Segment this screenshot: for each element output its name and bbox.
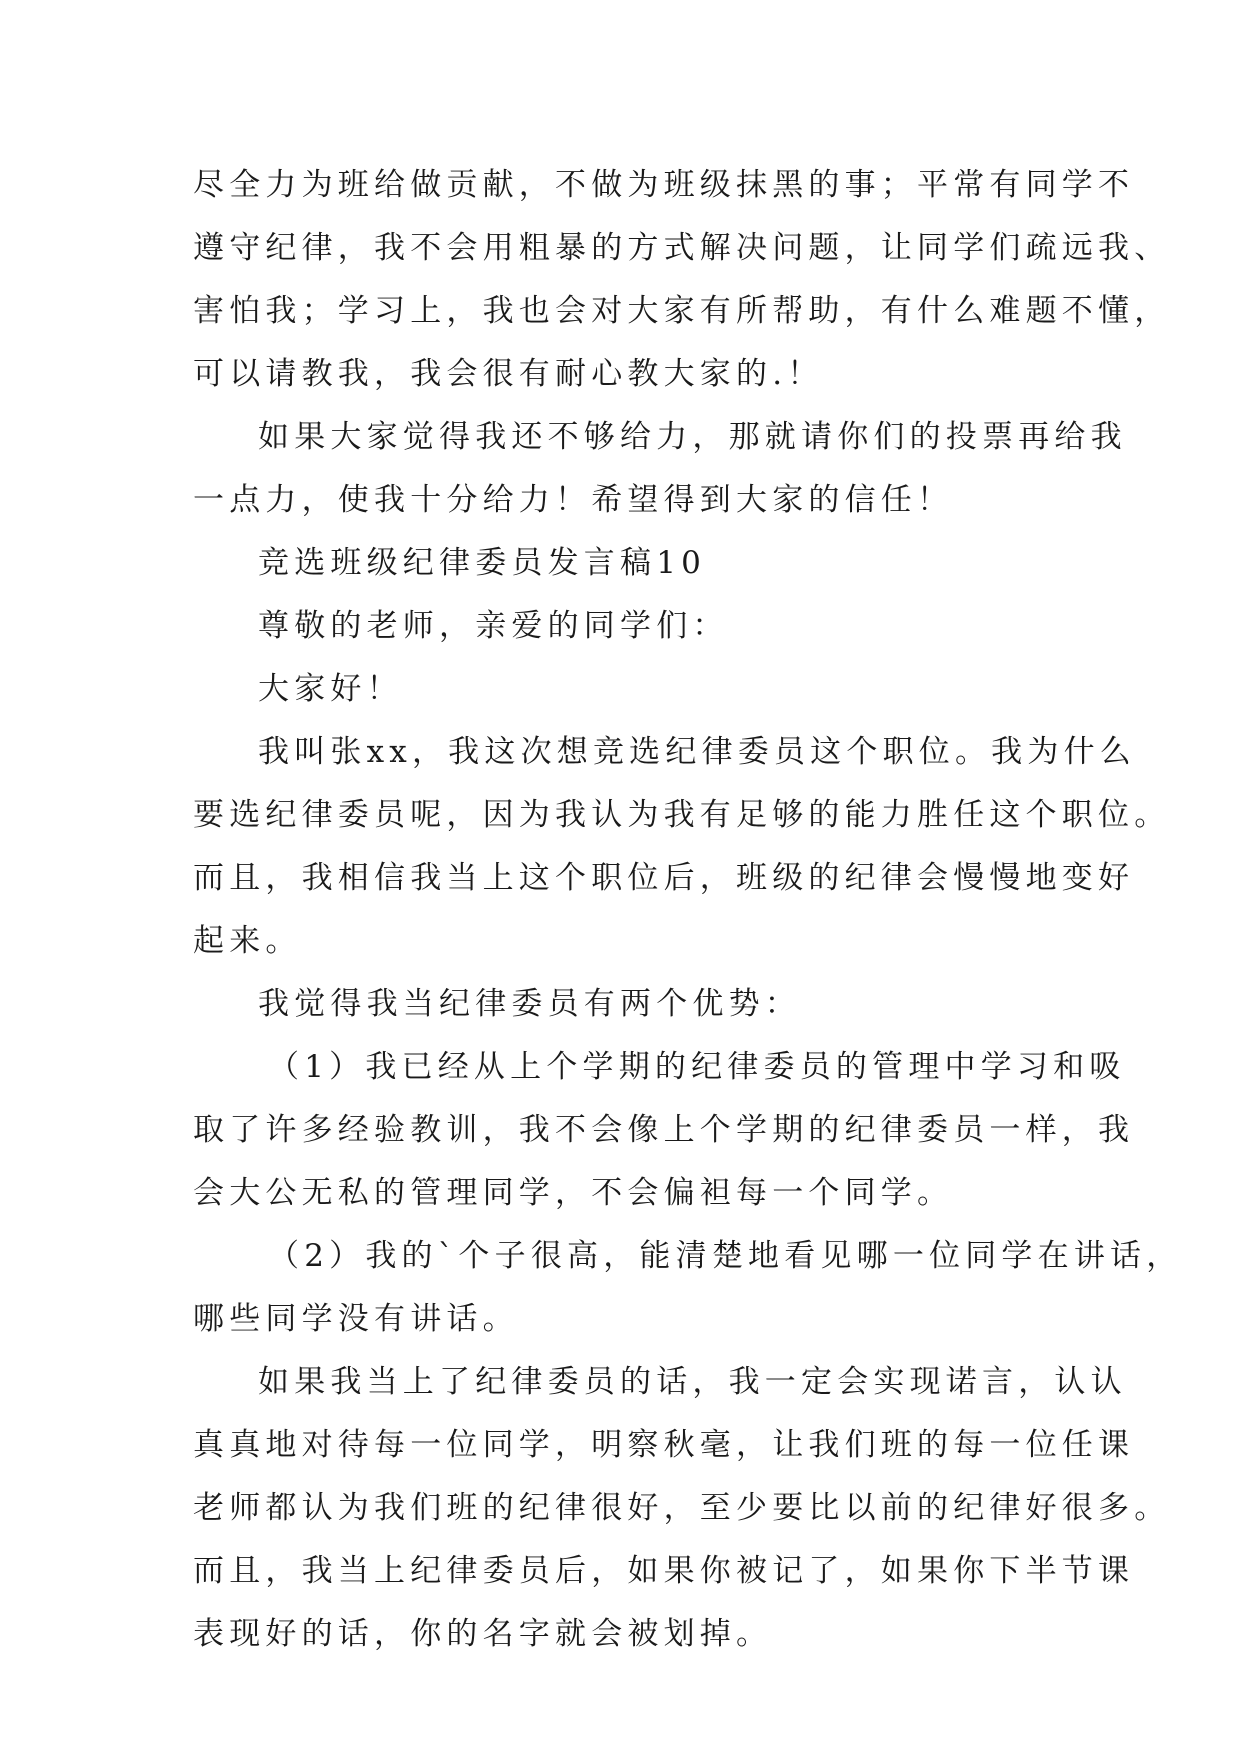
text-line: 取了许多经验教训，我不会像上个学期的纪律委员一样，我 <box>193 1112 1135 1148</box>
list-item-start-line: （2）我的`个子很高，能清楚地看见哪一位同学在讲话， <box>268 1238 1183 1274</box>
list-item-start-line: （1）我已经从上个学期的纪律委员的管理中学习和吸 <box>268 1049 1126 1085</box>
text-line: 害怕我；学习上，我也会对大家有所帮助，有什么难题不懂， <box>193 293 1171 329</box>
document-body <box>193 154 1183 1666</box>
salutation: 尊敬的老师，亲爱的同学们： <box>258 608 729 644</box>
text-line: 尽全力为班给做贡献，不做为班级抹黑的事；平常有同学不 <box>193 167 1135 203</box>
paragraph-start-line: 如果我当上了纪律委员的话，我一定会实现诺言，认认 <box>258 1364 1127 1400</box>
text-line: 要选纪律委员呢，因为我认为我有足够的能力胜任这个职位。 <box>193 797 1171 833</box>
text-line: 而且，我相信我当上这个职位后，班级的纪律会慢慢地变好 <box>193 860 1135 896</box>
text-line: 起来。 <box>193 923 302 959</box>
text-line: 表现好的话，你的名字就会被划掉。 <box>193 1616 773 1652</box>
paragraph-start-line: 我叫张xx，我这次想竞选纪律委员这个职位。我为什么 <box>258 734 1136 770</box>
text-line: 真真地对待每一位同学，明察秋毫，让我们班的每一位任课 <box>193 1427 1135 1463</box>
paragraph-start-line: 我觉得我当纪律委员有两个优势： <box>258 986 801 1022</box>
section-title: 竞选班级纪律委员发言稿10 <box>258 545 707 581</box>
text-line: 遵守纪律，我不会用粗暴的方式解决问题，让同学们疏远我、 <box>193 230 1171 266</box>
greeting: 大家好！ <box>258 671 403 707</box>
text-line: 可以请教我，我会很有耐心教大家的.！ <box>193 356 824 392</box>
text-line: 老师都认为我们班的纪律很好，至少要比以前的纪律好很多。 <box>193 1490 1171 1526</box>
text-line: 一点力，使我十分给力！希望得到大家的信任！ <box>193 482 954 518</box>
text-line: 而且，我当上纪律委员后，如果你被记了，如果你下半节课 <box>193 1553 1135 1589</box>
text-line: 会大公无私的管理同学，不会偏袒每一个同学。 <box>193 1175 954 1211</box>
paragraph-start-line: 如果大家觉得我还不够给力，那就请你们的投票再给我 <box>258 419 1127 455</box>
text-line: 哪些同学没有讲话。 <box>193 1301 519 1337</box>
